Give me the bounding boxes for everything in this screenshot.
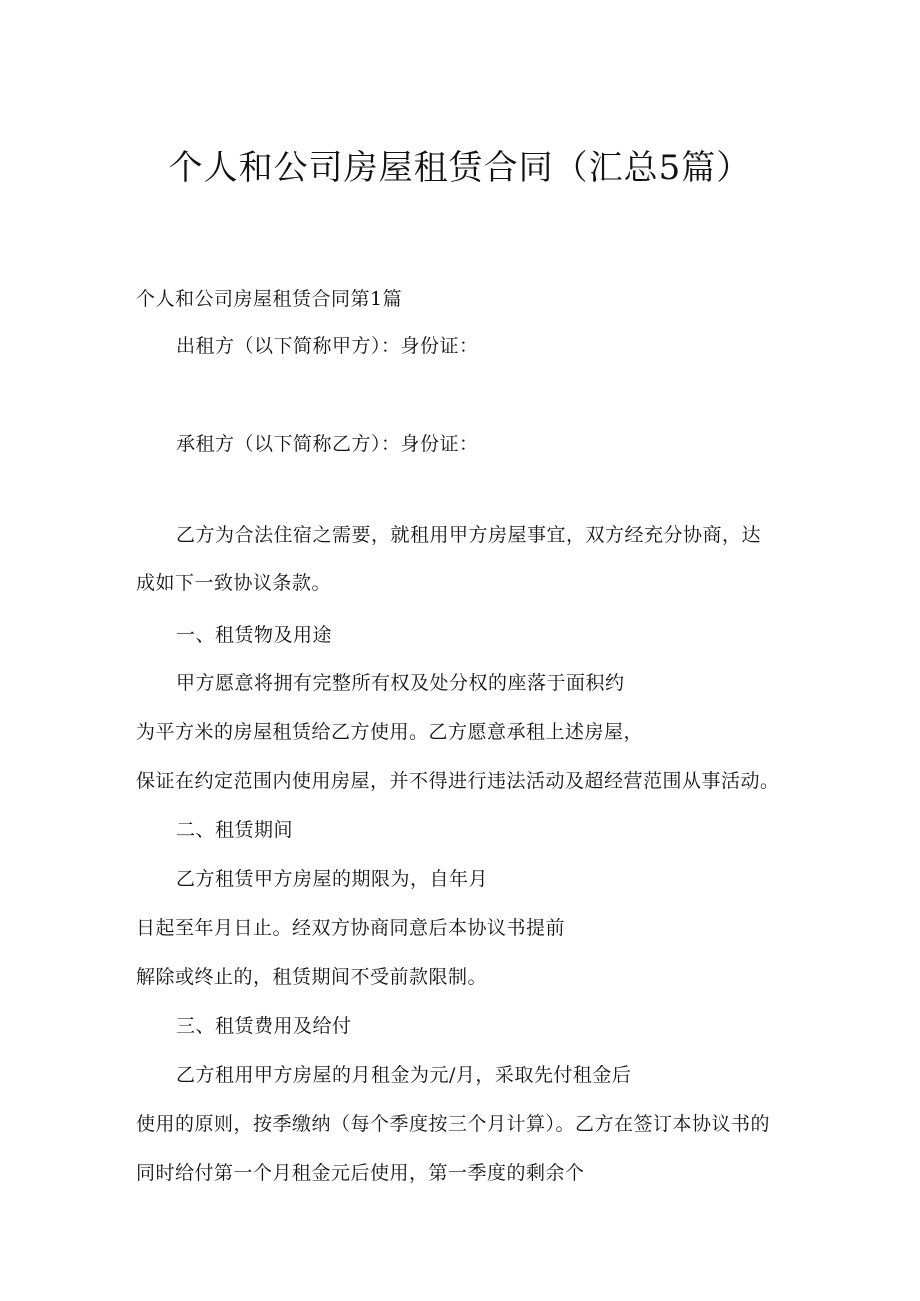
paragraph-line: 为平方米的房屋租赁给乙方使用。乙方愿意承租上述房屋， <box>136 721 644 743</box>
document-title: 个人和公司房屋租赁合同（汇总5篇） <box>168 148 752 188</box>
clause-heading: 二、租赁期间 <box>176 819 294 841</box>
paragraph-line: 乙方租赁甲方房屋的期限为，自年月 <box>176 868 489 890</box>
lessee-line: 承租方（以下简称乙方）：身份证： <box>176 433 479 455</box>
paragraph-line: 乙方租用甲方房屋的月租金为元/月，采取先付租金后 <box>176 1064 632 1086</box>
paragraph-line: 解除或终止的，租赁期间不受前款限制。 <box>136 966 488 988</box>
clause-heading: 三、租赁费用及给付 <box>176 1015 352 1037</box>
paragraph-line: 日起至年月日止。经双方协商同意后本协议书提前 <box>136 917 566 939</box>
paragraph-line: 甲方愿意将拥有完整所有权及处分权的座落于面积约 <box>176 672 625 694</box>
clause-heading: 一、租赁物及用途 <box>176 624 333 646</box>
lessor-line: 出租方（以下简称甲方）：身份证： <box>176 335 479 357</box>
paragraph-line: 使用的原则，按季缴纳（每个季度按三个月计算）。乙方在签订本协议书的 <box>136 1113 771 1135</box>
section-heading: 个人和公司房屋租赁合同第1篇 <box>136 288 403 310</box>
paragraph-line: 乙方为合法住宿之需要，就租用甲方房屋事宜，双方经充分协商，达 <box>176 524 762 546</box>
paragraph-line: 成如下一致协议条款。 <box>136 572 332 594</box>
paragraph-line: 同时给付第一个月租金元后使用，第一季度的剩余个 <box>136 1162 585 1184</box>
paragraph-line: 保证在约定范围内使用房屋，并不得进行违法活动及超经营范围从事活动。 <box>136 770 780 792</box>
